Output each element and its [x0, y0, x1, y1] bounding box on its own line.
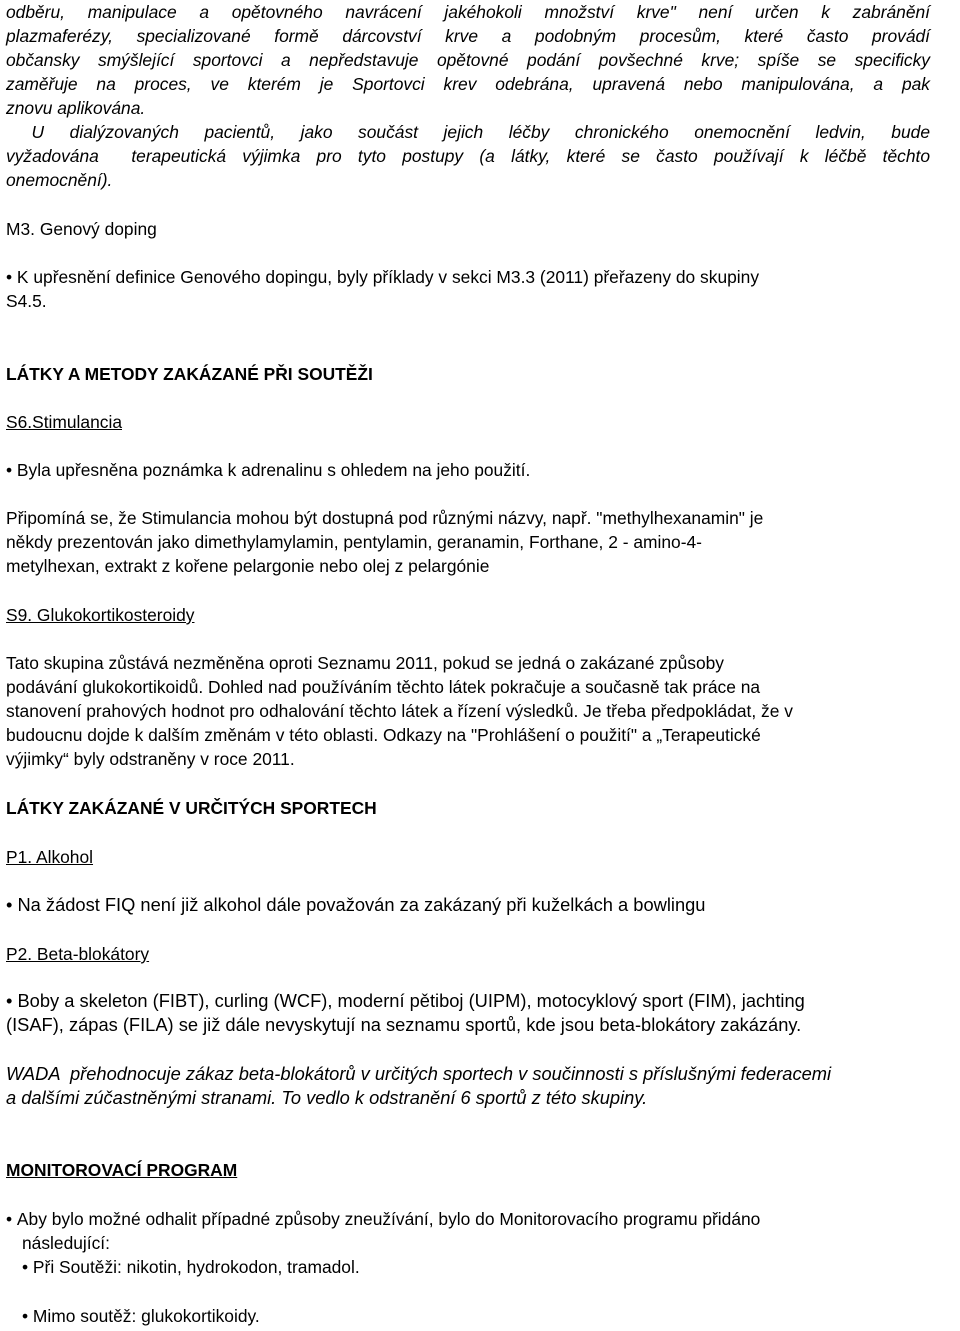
p2-bullet-line-1: • Boby a skeleton (FIBT), curling (WCF), moderní pětiboj (UIPM), motocyklový sport (FIM), jachting — [6, 989, 930, 1014]
s6-bullet: • Byla upřesněna poznámka k adrenalinu s ohledem na jeho použití. — [6, 458, 930, 482]
m3-bullet-line-1: • K upřesnění definice Genového dopingu, byly příklady v sekci M3.3 (2011) přeřazeny do skupiny — [6, 265, 930, 289]
s9-heading: S9. Glukokortikosteroidy — [6, 605, 195, 625]
intro-line-4: zaměřuje na proces, ve kterém je Sportovci krev odebrána, upravená nebo manipulována, a pak — [6, 74, 930, 94]
section-heading-certain-sports: LÁTKY ZAKÁZANÉ V URČITÝCH SPORTECH — [6, 798, 377, 818]
s9-para-line-2: podávání glukokortikoidů. Dohled nad používáním těchto látek pokračuje a současně tak práce na — [6, 677, 761, 697]
dialysis-line-2: vyžadována terapeutická výjimka pro tyto postupy (a látky, které se často používají k léčbě těchto — [6, 146, 930, 166]
s6-note-line-3: metylhexan, extrakt z kořene pelargonie nebo olej z pelargónie — [6, 556, 490, 576]
p1-bullet: • Na žádost FIQ není již alkohol dále považován za zakázaný při kuželkách a bowlingu — [6, 893, 930, 918]
dialysis-line-3: onemocnění). — [6, 170, 113, 190]
monitoring-sub-bullet-in-competition: • Při Soutěži: nikotin, hydrokodon, tramadol. — [22, 1255, 946, 1279]
p2-bullet-line-2: (ISAF), zápas (FILA) se již dále nevyskytují na seznamu sportů, kde jsou beta-blokátory zakázány. — [6, 1014, 802, 1035]
section-heading-in-competition: LÁTKY A METODY ZAKÁZANÉ PŘI SOUTĚŽI — [6, 364, 373, 384]
monitoring-sub-bullet-out-of-competition: • Mimo soutěž: glukokortikoidy. — [22, 1304, 946, 1328]
s6-heading: S6.Stimulancia — [6, 412, 122, 432]
s9-para-line-4: budoucnu dojde k dalším změnám v této oblasti. Odkazy na "Prohlášení o použití" a „Terapeutické — [6, 725, 761, 745]
m3-heading: M3. Genový doping — [6, 219, 157, 239]
s9-para-line-1: Tato skupina zůstává nezměněna oproti Seznamu 2011, pokud se jedná o zakázané způsoby — [6, 653, 724, 673]
s6-note-line-2: někdy prezentován jako dimethylamylamin, pentylamin, geranamin, Forthane, 2 - amino-4- — [6, 532, 702, 552]
monitoring-bullet-line-1: • Aby bylo možné odhalit případné způsoby zneužívání, bylo do Monitorovacího programu přidáno — [6, 1207, 930, 1231]
wada-line-2: a dalšími zúčastněnými stranami. To vedlo k odstranění 6 sportů z této skupiny. — [6, 1087, 648, 1108]
dialysis-line-1: U dialýzovaných pacientů, jako součást jejich léčby chronického onemocnění ledvin, bude — [6, 122, 930, 142]
wada-line-1: WADA přehodnocuje zákaz beta-blokátorů v určitých sportech v součinnosti s příslušnými federacemi — [6, 1063, 832, 1084]
p2-heading: P2. Beta-blokátory — [6, 944, 150, 964]
intro-line-2: plazmaferézy, specializované formě dárcovství krve a podobným procesům, které často provádí — [6, 26, 930, 46]
monitoring-heading: MONITOROVACÍ PROGRAM — [6, 1160, 238, 1180]
intro-line-1: odběru, manipulace a opětovného navrácení jakéhokoli množství krve" není určen k zabránění — [6, 2, 930, 22]
intro-line-5: znovu aplikována. — [6, 98, 146, 118]
m3-bullet-line-2: S4.5. — [6, 291, 47, 311]
s6-note-line-1: Připomíná se, že Stimulancia mohou být dostupná pod různými názvy, např. "methylhexanamin" je — [6, 508, 764, 528]
s9-para-line-5: výjimky“ byly odstraněny v roce 2011. — [6, 749, 295, 769]
p1-heading: P1. Alkohol — [6, 847, 94, 867]
s9-para-line-3: stanovení prahových hodnot pro odhalování těchto látek a řízení výsledků. Je třeba předpokládat, že v — [6, 701, 793, 721]
monitoring-bullet-line-2: následující: — [22, 1233, 110, 1253]
intro-line-3: občansky smýšlející sportovci a nepředstavuje opětovné podání povšechné krve; spíše se specificky — [6, 50, 930, 70]
